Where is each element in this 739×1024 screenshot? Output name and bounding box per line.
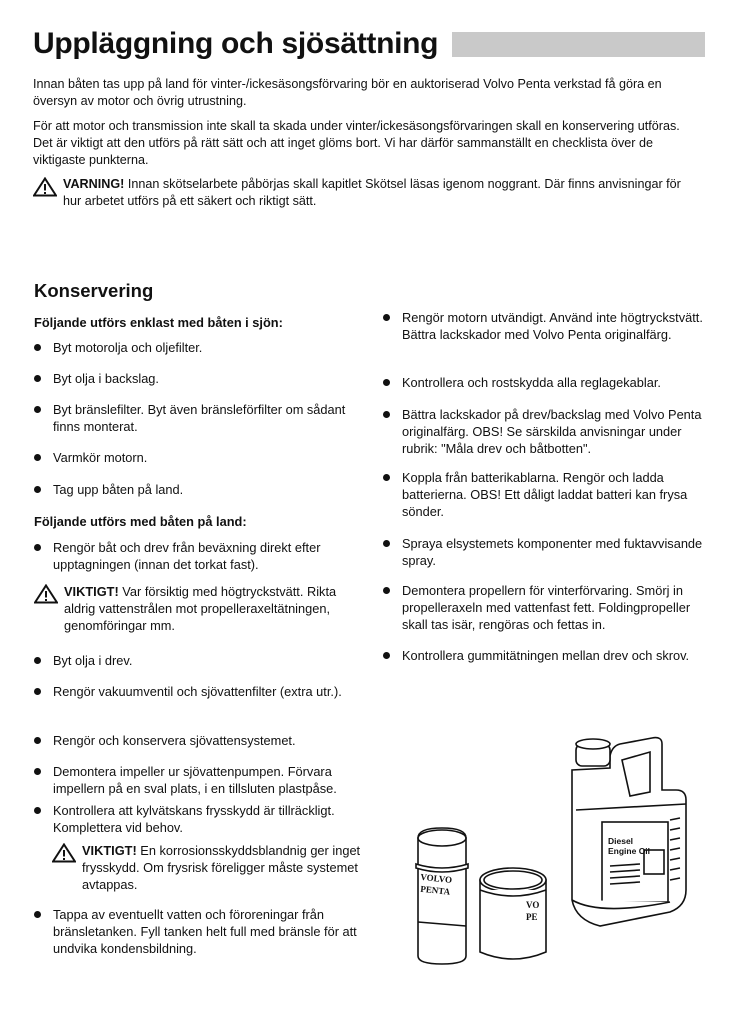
list-item	[383, 582, 703, 633]
warning-triangle-icon	[33, 177, 57, 197]
list-item-text: Rengör båt och drev från beväxning direkt efter upptagningen (innan det torkat fast).	[53, 540, 321, 572]
list-item-text: Spraya elsystemets komponenter med fuktavvisande spray.	[402, 536, 703, 568]
spray-can-icon	[416, 828, 468, 964]
warning-text	[63, 176, 701, 210]
bullet-icon	[34, 544, 41, 551]
intro-paragraph: För att motor och transmission inte skall ta skada under vinter/ickesäsongsförvaringen skall en konservering utföras. Det är viktigt att den utförs på rätt sätt och att inget glöms bort. Vi har därför sammanställt en checklista över de viktigaste punkterna.	[33, 119, 680, 167]
oil-jug-icon	[572, 738, 686, 926]
note-body: Var försiktig med högtryckstvätt. Rikta aldrig vattenstrålen mot propelleraxeltätningen, genomföringar mm.	[64, 584, 337, 633]
subheading-in-water: Följande utförs enklast med båten i sjön:	[34, 315, 283, 330]
list-item-text: Demontera impeller ur sjövattenpumpen. Förvara impellern på en sval plats, i en tillsluten plastpåse.	[53, 764, 337, 796]
list-item	[34, 652, 364, 669]
list-item	[34, 732, 364, 749]
list-item-text: Byt olja i drev.	[53, 653, 133, 668]
bullet-icon	[383, 411, 390, 418]
page-title: Uppläggning och sjösättning	[33, 27, 439, 60]
bullet-icon	[383, 540, 390, 547]
list-item-text: Byt olja i backslag.	[53, 371, 159, 386]
bullet-icon	[34, 454, 41, 461]
list-item	[383, 469, 703, 520]
list-item	[34, 370, 364, 387]
note-body: En korrosionsskyddsblandnig ger inget frysskydd. Om frysrisk föreligger måste systemet avtappas.	[82, 843, 361, 892]
bullet-icon	[34, 486, 41, 493]
products-illustration	[400, 730, 720, 970]
list-item-text: Byt bränslefilter. Byt även bränsleförfilter om sådant finns monterat.	[53, 402, 346, 434]
bullet-icon	[34, 911, 41, 918]
list-item	[34, 339, 364, 356]
list-item	[34, 539, 364, 573]
bullet-icon	[383, 587, 390, 594]
important-note	[34, 583, 364, 634]
bullet-icon	[34, 657, 41, 664]
bullet-icon	[34, 807, 41, 814]
bullet-icon	[34, 768, 41, 775]
list-item-text: Kontrollera att kylvätskans frysskydd är tillräckligt. Komplettera vid behov.	[53, 803, 335, 835]
bullet-icon	[383, 652, 390, 659]
list-item-text: Tag upp båten på land.	[53, 482, 184, 497]
bullet-icon	[383, 474, 390, 481]
important-note	[52, 842, 364, 893]
list-item-text: Rengör motorn utvändigt. Använd inte högtryckstvätt. Bättra lackskador med Volvo Penta originalfärg.	[402, 310, 703, 342]
bullet-icon	[34, 406, 41, 413]
list-item	[34, 802, 364, 836]
warning-notice	[33, 176, 701, 210]
list-item-text: Kontrollera gummitätningen mellan drev och skrov.	[402, 648, 690, 663]
bullet-icon	[34, 737, 41, 744]
list-item	[34, 683, 364, 700]
spray-can-label: VOLVO	[419, 871, 453, 886]
paint-can-icon	[480, 868, 546, 959]
paint-can-label: VO	[526, 900, 540, 910]
warning-triangle-icon	[52, 843, 76, 863]
section-heading: Konservering	[34, 280, 154, 301]
list-item-text: Kontrollera och rostskydda alla reglagekablar.	[402, 375, 661, 390]
oil-jug-label: Engine Oil	[608, 846, 651, 856]
list-item	[383, 406, 703, 457]
intro-paragraph: Innan båten tas upp på land för vinter-/ickesäsongsförvaring bör en auktoriserad Volvo Penta verkstad få göra en översyn av motor och övrig utrustning.	[33, 77, 662, 108]
title-decoration-bar	[452, 32, 705, 57]
warning-label: VARNING!	[63, 177, 125, 191]
list-item	[34, 763, 364, 797]
list-item-text: Bättra lackskador på drev/backslag med Volvo Penta originalfärg. OBS! Se särskilda anvisningar under rubrik: "Måla drev och båtbotten".	[402, 407, 702, 456]
page-header	[33, 24, 705, 64]
list-item-text: Demontera propellern för vinterförvaring. Smörj in propelleraxeln med vattenfast fett. Foldingpropeller skall tas isär, rengöras och fettas in.	[402, 583, 691, 632]
bullet-icon	[34, 375, 41, 382]
list-item	[34, 481, 364, 498]
note-text	[64, 583, 364, 634]
list-item-text: Rengör vakuumventil och sjövattenfilter (extra utr.).	[53, 684, 342, 699]
paint-can-label: PE	[526, 912, 538, 922]
note-label: VIKTIGT!	[82, 843, 137, 858]
warning-triangle-icon	[34, 584, 58, 604]
list-item	[383, 647, 703, 664]
list-item	[34, 401, 364, 435]
bullet-icon	[383, 314, 390, 321]
subheading-on-land: Följande utförs med båten på land:	[34, 514, 247, 529]
list-item	[383, 535, 703, 569]
bullet-icon	[34, 688, 41, 695]
list-item-text: Varmkör motorn.	[53, 450, 148, 465]
list-item	[383, 309, 703, 343]
list-item-text: Tappa av eventuellt vatten och föroreningar från bränsletanken. Fyll tanken helt full med bränsle för att undvika kondensbildning.	[53, 907, 357, 956]
warning-body: Innan skötselarbete påbörjas skall kapitlet Skötsel läsas igenom noggrant. Där finns anvisningar för hur arbetet utförs på ett säkert och riktigt sätt.	[63, 177, 681, 208]
list-item-text: Rengör och konservera sjövattensystemet.	[53, 733, 296, 748]
list-item	[383, 374, 703, 391]
note-text	[82, 842, 364, 893]
bullet-icon	[383, 379, 390, 386]
note-label: VIKTIGT!	[64, 584, 119, 599]
list-item	[34, 906, 364, 957]
list-item-text: Koppla från batterikablarna. Rengör och ladda batterierna. OBS! Ett dåligt laddat batteri kan frysa sönder.	[402, 470, 688, 519]
bullet-icon	[34, 344, 41, 351]
list-item-text: Byt motorolja och oljefilter.	[53, 340, 203, 355]
spray-can-label: PENTA	[419, 883, 451, 897]
list-item	[34, 449, 364, 466]
oil-jug-label: Diesel	[608, 836, 634, 846]
